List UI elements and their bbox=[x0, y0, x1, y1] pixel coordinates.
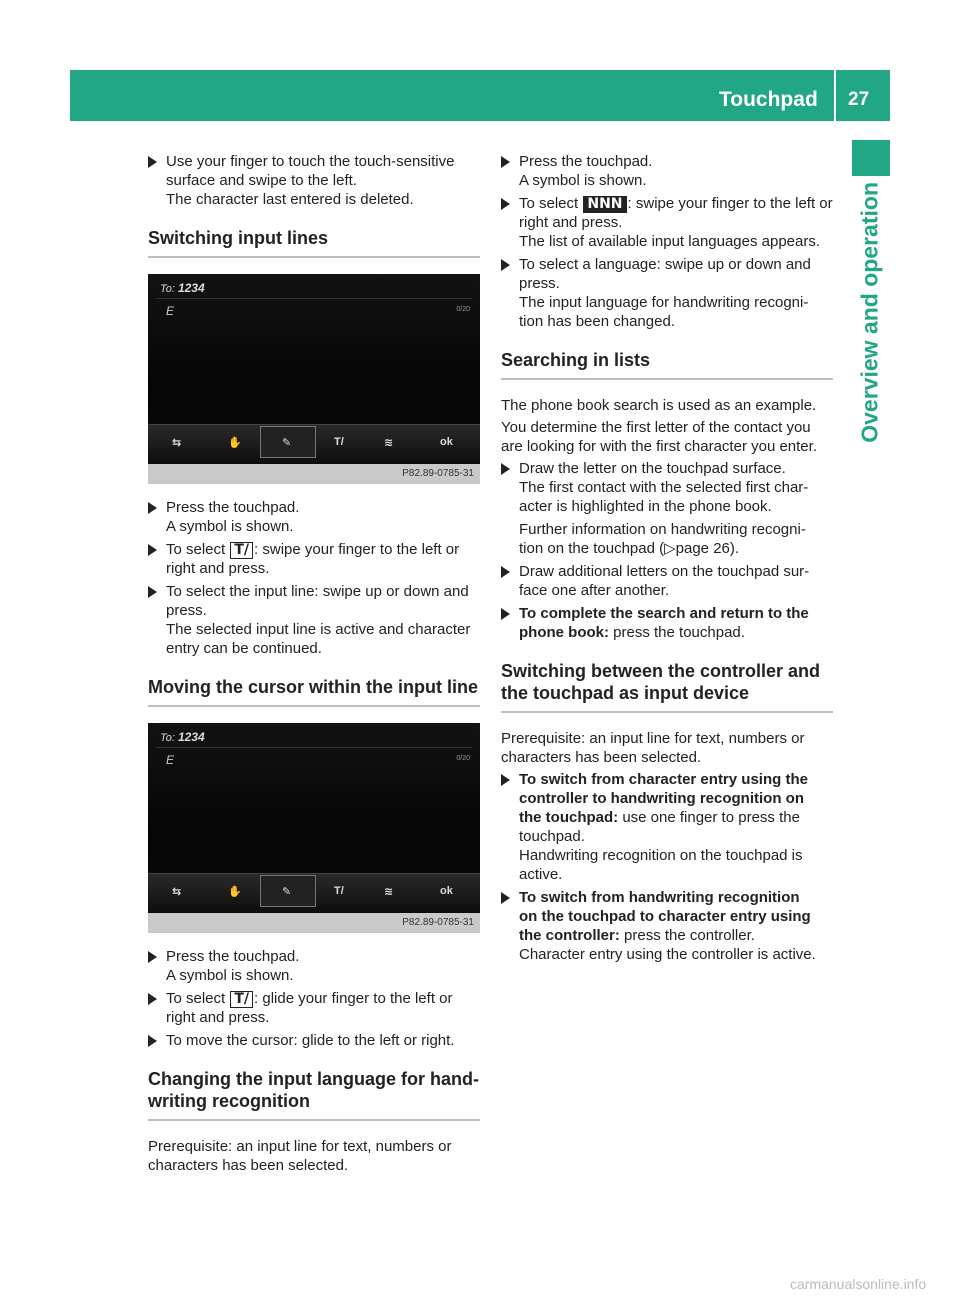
list-item: To switch from character entry using the controller to handwriting recognition on the touchpad: use one finger to press the touchpad. Handwriting recognition on the touchpad is active. bbox=[501, 770, 833, 884]
page-number: 27 bbox=[848, 89, 870, 110]
prerequisite-text: Prerequisite: an input line for text, numbers or characters has been selected. bbox=[501, 730, 805, 766]
list-item: Use your finger to touch the touch-sensitive surface and swipe to the left. The character last entered is deleted. bbox=[148, 152, 480, 209]
text-input-icon: T/ bbox=[230, 542, 253, 559]
paragraph: You determine the first letter of the contact you are looking for with the first character you enter. bbox=[501, 419, 817, 455]
arrow-icon bbox=[148, 156, 157, 168]
list-item: To complete the search and return to the phone book: press the touchpad. bbox=[501, 604, 833, 642]
list-item: To select T/ : glide your finger to the left or right and press. bbox=[148, 989, 480, 1027]
arrow-icon bbox=[501, 892, 510, 904]
arrow-icon bbox=[148, 502, 157, 514]
back-icon: ⇆ bbox=[172, 437, 182, 449]
side-tab-block bbox=[852, 140, 890, 176]
list-item: Draw additional letters on the touchpad sur- face one after another. bbox=[501, 562, 833, 600]
arrow-icon bbox=[501, 566, 510, 578]
paragraph: The phone book search is used as an example. bbox=[501, 397, 817, 414]
screenshot-image: To: 1234 E 0/20 ⇆ ✋ ✎ T/ ≋ ok P82.89-0785-31 bbox=[148, 274, 480, 484]
list-item: Draw the letter on the touchpad surface. The first contact with the selected first char- acter is highlighted in the phone book. Further information on handwriting recogni- tion on the touchpad (▷page 26). bbox=[501, 459, 833, 558]
heading-searching-lists: Searching in lists bbox=[501, 349, 833, 380]
language-icon: ≋ bbox=[384, 437, 394, 449]
list-item: To switch from handwriting recognition on the touchpad to character entry using the controller: press the controller. Character entry using the controller is active. bbox=[501, 888, 833, 964]
language-icon: NNN bbox=[583, 196, 626, 213]
left-column bbox=[148, 152, 480, 1178]
arrow-icon bbox=[148, 951, 157, 963]
hand-icon: ✋ bbox=[228, 437, 242, 449]
right-column bbox=[501, 152, 833, 968]
language-icon: ≋ bbox=[384, 886, 394, 898]
arrow-icon bbox=[148, 586, 157, 598]
screenshot-image: To: 1234 E 0/20 ⇆ ✋ ✎ T/ ≋ ok P82.89-0785-31 bbox=[148, 723, 480, 933]
list-item: Press the touchpad. A symbol is shown. bbox=[501, 152, 833, 190]
arrow-icon bbox=[501, 463, 510, 475]
watermark: carmanualsonline.info bbox=[790, 1276, 927, 1292]
pen-icon: ✎ bbox=[282, 886, 292, 898]
heading-switching-controller: Switching between the controller and the touchpad as input device bbox=[501, 660, 833, 713]
prerequisite-text: Prerequisite: an input line for text, numbers or characters has been selected. bbox=[148, 1138, 452, 1174]
list-item: To select NNN : swipe your finger to the left or right and press. The list of available input languages appears. bbox=[501, 194, 833, 251]
list-item: To move the cursor: glide to the left or right. bbox=[148, 1031, 480, 1050]
page-ref-icon: ▷ bbox=[664, 540, 676, 557]
arrow-icon bbox=[501, 259, 510, 271]
list-item: To select T/ : swipe your finger to the left or right and press. bbox=[148, 540, 480, 578]
header-divider bbox=[834, 70, 836, 121]
heading-changing-language: Changing the input language for hand- writing recognition bbox=[148, 1068, 480, 1121]
arrow-icon bbox=[501, 156, 510, 168]
arrow-icon bbox=[501, 774, 510, 786]
text-input-icon: T/ bbox=[230, 991, 253, 1008]
arrow-icon bbox=[501, 198, 510, 210]
section-title: Touchpad bbox=[719, 88, 818, 111]
arrow-icon bbox=[148, 993, 157, 1005]
arrow-icon bbox=[148, 1035, 157, 1047]
back-icon: ⇆ bbox=[172, 886, 182, 898]
pen-icon: ✎ bbox=[282, 437, 292, 449]
list-item: To select a language: swipe up or down and press. The input language for handwriting recogni- tion has been changed. bbox=[501, 255, 833, 331]
heading-moving-cursor: Moving the cursor within the input line bbox=[148, 676, 480, 707]
list-item: Press the touchpad. A symbol is shown. bbox=[148, 498, 480, 536]
heading-switching-input-lines: Switching input lines bbox=[148, 227, 480, 258]
list-item: To select the input line: swipe up or down and press. The selected input line is active and character entry can be continued. bbox=[148, 582, 480, 658]
list-item: Press the touchpad. A symbol is shown. bbox=[148, 947, 480, 985]
arrow-icon bbox=[501, 608, 510, 620]
hand-icon: ✋ bbox=[228, 886, 242, 898]
side-tab-label: Overview and operation bbox=[856, 182, 883, 443]
arrow-icon bbox=[148, 544, 157, 556]
